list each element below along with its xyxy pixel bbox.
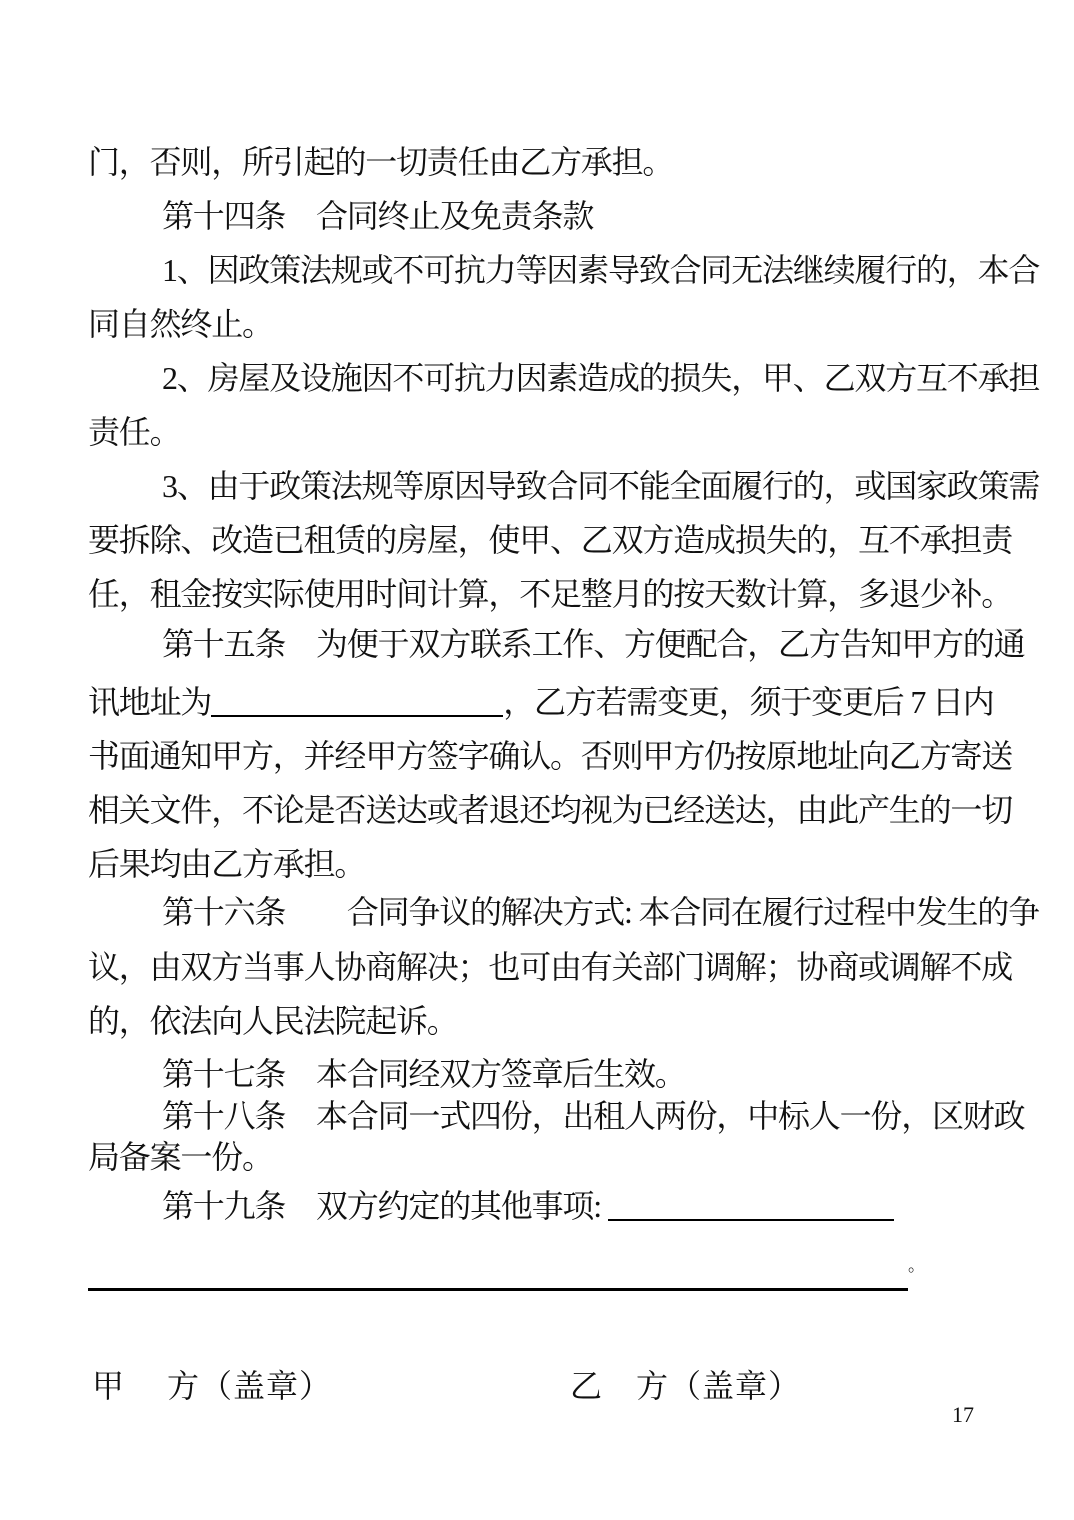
page-number: 17 bbox=[952, 1402, 974, 1427]
party-b-seal-label: 乙 方（盖章） bbox=[570, 1368, 802, 1404]
clause-19-line bbox=[88, 1186, 1068, 1226]
address-line-post: ，乙方若需变更，须于变更后 7 日内 bbox=[503, 684, 994, 720]
party-a-seal-label: 甲 方（盖章） bbox=[92, 1368, 333, 1404]
clause-14-item-2-line-2: 责任。 bbox=[88, 414, 181, 450]
clause-14-item-1-line-1: 1、因政策法规或不可抗力等因素导致合同无法继续履行的，本合 bbox=[162, 252, 1040, 288]
clause-15-line-1: 第十五条 为便于双方联系工作、方便配合，乙方告知甲方的通 bbox=[162, 626, 1025, 662]
carryover-text-line: 门，否则，所引起的一切责任由乙方承担。 bbox=[88, 144, 674, 180]
clause-14-item-3-line-1: 3、由于政策法规等原因导致合同不能全面履行的，或国家政策需 bbox=[162, 468, 1040, 504]
clause-14-item-3-line-3: 任，租金按实际使用时间计算，不足整月的按天数计算，多退少补。 bbox=[88, 576, 1013, 612]
address-blank-field bbox=[211, 685, 503, 717]
clause-18-line-1: 第十八条 本合同一式四份，出租人两份，中标人一份，区财政 bbox=[162, 1098, 1025, 1134]
other-matters-label: 第十九条 双方约定的其他事项: bbox=[162, 1188, 608, 1224]
clause-14-item-3-line-2: 要拆除、改造已租赁的房屋，使甲、乙双方造成损失的，互不承担责 bbox=[88, 522, 1013, 558]
clause-17-line: 第十七条 本合同经双方签章后生效。 bbox=[162, 1056, 686, 1092]
clause-16-line-1: 第十六条 合同争议的解决方式: 本合同在履行过程中发生的争 bbox=[162, 894, 1039, 930]
other-matters-blank-field bbox=[608, 1189, 894, 1221]
address-line-pre: 讯地址为 bbox=[88, 684, 212, 720]
clause-14-item-1-line-2: 同自然终止。 bbox=[88, 306, 273, 342]
clause-16-line-2: 议，由双方当事人协商解决；也可由有关部门调解；协商或调解不成 bbox=[88, 949, 1013, 985]
continuation-line-period: 。 bbox=[908, 1256, 925, 1275]
clause-18-line-2: 局备案一份。 bbox=[88, 1139, 273, 1175]
clause-15-line-4: 相关文件，不论是否送达或者退还均视为已经送达，由此产生的一切 bbox=[88, 792, 1013, 828]
continuation-blank-field bbox=[88, 1258, 908, 1291]
clause-15-address-line bbox=[88, 682, 994, 722]
clause-14-item-2-line-1: 2、房屋及设施因不可抗力因素造成的损失，甲、乙双方互不承担 bbox=[162, 360, 1040, 396]
clause-16-line-3: 的，依法向人民法院起诉。 bbox=[88, 1003, 458, 1039]
clause-14-heading: 第十四条 合同终止及免责条款 bbox=[162, 198, 594, 234]
continuation-blank-line bbox=[88, 1246, 994, 1296]
clause-15-line-5: 后果均由乙方承担。 bbox=[88, 846, 366, 882]
clause-15-line-3: 书面通知甲方，并经甲方签字确认。否则甲方仍按原地址向乙方寄送 bbox=[88, 738, 1013, 774]
